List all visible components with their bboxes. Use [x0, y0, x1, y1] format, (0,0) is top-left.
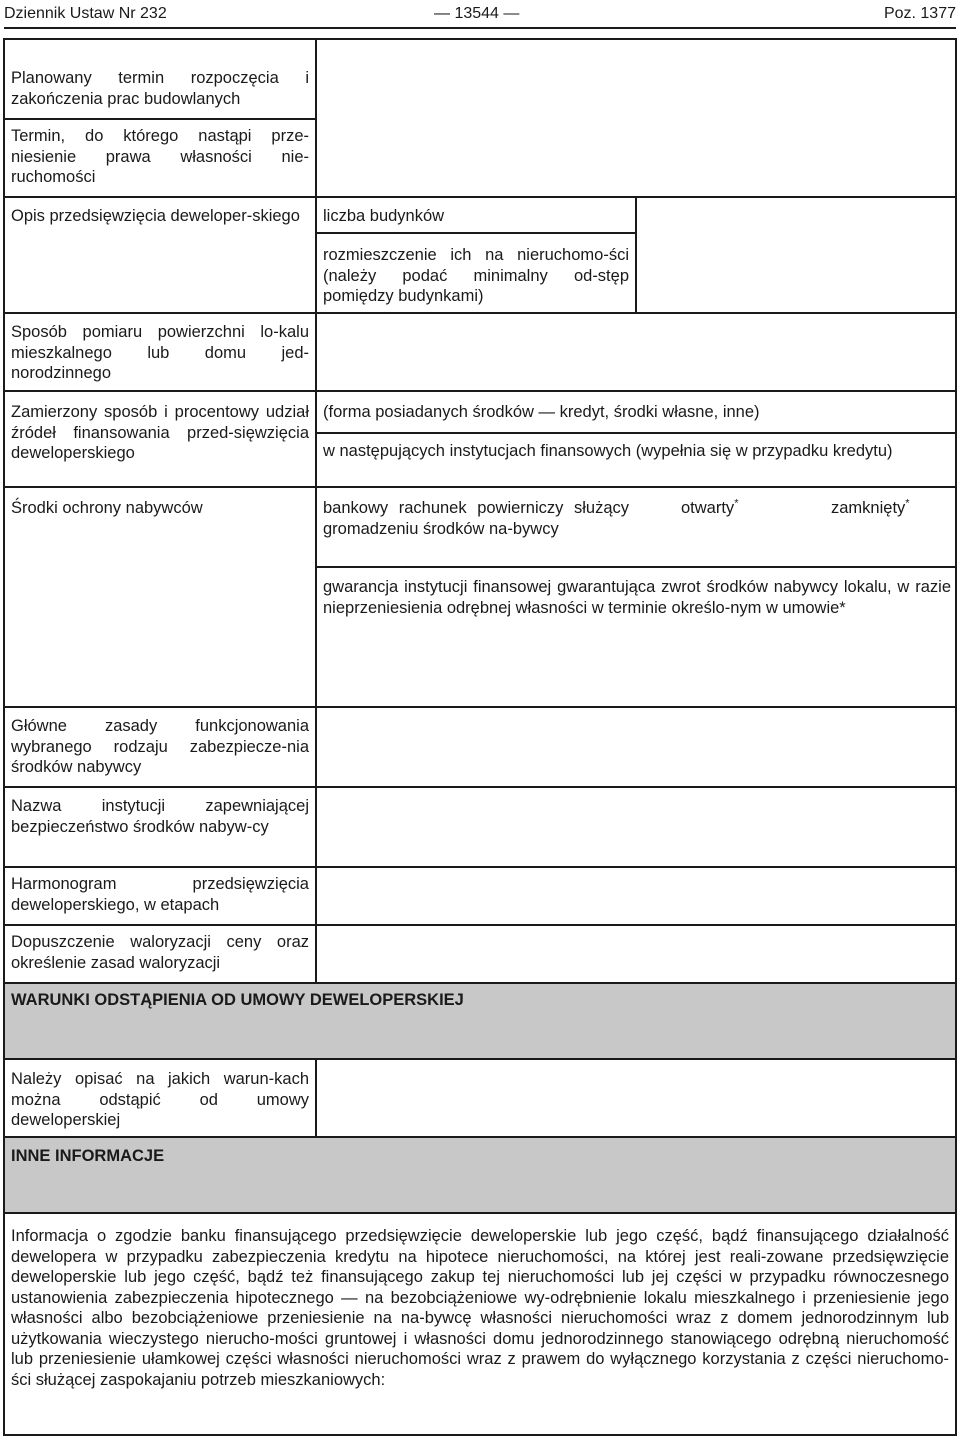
row-divider [5, 1058, 955, 1060]
row-divider [5, 706, 955, 708]
financing-institutions-label: w następujących instytucjach finansowych (wypełnia się w przypadku kredytu) [323, 442, 893, 460]
row-divider [5, 786, 955, 788]
column-divider [315, 1058, 317, 1136]
escrow-account-label: bankowy rachunek powierniczy służący gromadzeniu środków na-bywcy [323, 499, 629, 538]
closed-account-option[interactable] [831, 498, 910, 519]
column-divider [635, 196, 637, 312]
page-number: — 13544 — [434, 5, 520, 22]
guarantee-label: gwarancja instytucji finansowej gwarantująca zwrot środków nabywcy lokalu, w razie nieprzeniesienia odrębnej własności w terminie określo-nym w umowie* [323, 578, 951, 617]
row-divider [5, 390, 955, 392]
row-divider [5, 118, 315, 120]
row-divider [5, 486, 955, 488]
row-divider [315, 232, 635, 234]
area-measurement-label: Sposób pomiaru powierzchni lo-kalu mieszkalnego lub domu jed-norodzinnego [11, 323, 309, 382]
journal-title: Dziennik Ustaw Nr 232 [4, 5, 167, 22]
ownership-transfer-term-label: Termin, do którego nastąpi prze-niesienie prawa własności nie-ruchomości [11, 127, 309, 186]
withdrawal-heading: WARUNKI ODSTĄPIENIA OD UMOWY DEWELOPERSKIEJ [11, 991, 464, 1009]
row-divider [315, 566, 955, 568]
planned-term-label: Planowany termin rozpoczęcia i zakończenia prac budowlanych [11, 69, 309, 108]
schedule-label: Harmonogram przedsięwzięcia deweloperskiego, w etapach [11, 875, 309, 914]
row-divider [5, 196, 955, 198]
buildings-count-label: liczba budynków [323, 207, 445, 225]
security-principles-label: Główne zasady funkcjonowania wybranego rodzaju zabezpiecze-nia środków nabywcy [11, 717, 309, 776]
header-rule [4, 27, 956, 29]
column-divider [315, 40, 317, 982]
financing-label: Zamierzony sposób i procentowy udział źródeł finansowania przed-sięwzięcia deweloperskiego [11, 403, 309, 462]
row-divider [5, 866, 955, 868]
open-account-option[interactable] [681, 498, 738, 519]
row-divider [315, 432, 955, 434]
buyer-protection-label: Środki ochrony nabywców [11, 499, 203, 517]
security-institution-label: Nazwa instytucji zapewniającej bezpieczeństwo środków nabyw-cy [11, 797, 309, 836]
open-account-label: otwarty [681, 499, 735, 517]
financing-form-label: (forma posiadanych środków — kredyt, środki własne, inne) [323, 403, 760, 421]
row-divider [5, 924, 955, 926]
withdrawal-cases-label: Należy opisać na jakich warun-kach można odstąpić od umowy deweloperskiej [11, 1070, 309, 1129]
other-info-heading: INNE INFORMACJE [11, 1147, 165, 1165]
position-number: Poz. 1377 [883, 5, 956, 22]
developer-prospectus-form [3, 38, 957, 1436]
buildings-layout-label: rozmieszczenie ich na nieruchomo-ści (należy podać minimalny od-stęp pomiędzy budynkami) [323, 246, 629, 305]
row-divider [5, 312, 955, 314]
closed-account-label: zamknięty [831, 499, 906, 517]
bank-consent-text: Informacja o zgodzie banku finansującego przedsięwzięcie deweloperskie lub jego część, bądź finansującego działalność dewelopera w przypadku zabezpieczenia kredytu na hipotece nieruchomości, na której jest reali-zowane przedsięwzięcie deweloperskie lub jego część, bądź też finansującego zakup tej nieruchomości lub jej części w przypadku równoczesnego ustanowienia zabezpieczenia hipotecznego — na bezobciążeniowe wy-odrębnienie lokalu mieszkalnego i przeniesienie jego własności albo bezobciążeniowe przeniesienie na na-bywcę własności nieruchomości wraz z domem jednorodzinnym lub użytkowania wieczystego nierucho-mości gruntowej i własności domu jednorodzinnego stanowiącego odrębną nieruchomość lub przeniesienie ułamkowej części własności nieruchomości wraz z prawem do wyłącznego korzystania z części nieruchomo-ści służącej zaspokajaniu potrzeb mieszkaniowych: [11, 1227, 949, 1389]
row-divider [5, 1212, 955, 1214]
project-description-label: Opis przedsięwzięcia deweloper-skiego [11, 207, 300, 225]
open-account-asterisk: * [734, 497, 739, 510]
row-divider [5, 982, 955, 984]
row-divider [5, 1136, 955, 1138]
closed-account-asterisk: * [905, 497, 910, 510]
price-indexation-label: Dopuszczenie waloryzacji ceny oraz określenie zasad waloryzacji [11, 933, 309, 972]
page-header [4, 0, 956, 27]
